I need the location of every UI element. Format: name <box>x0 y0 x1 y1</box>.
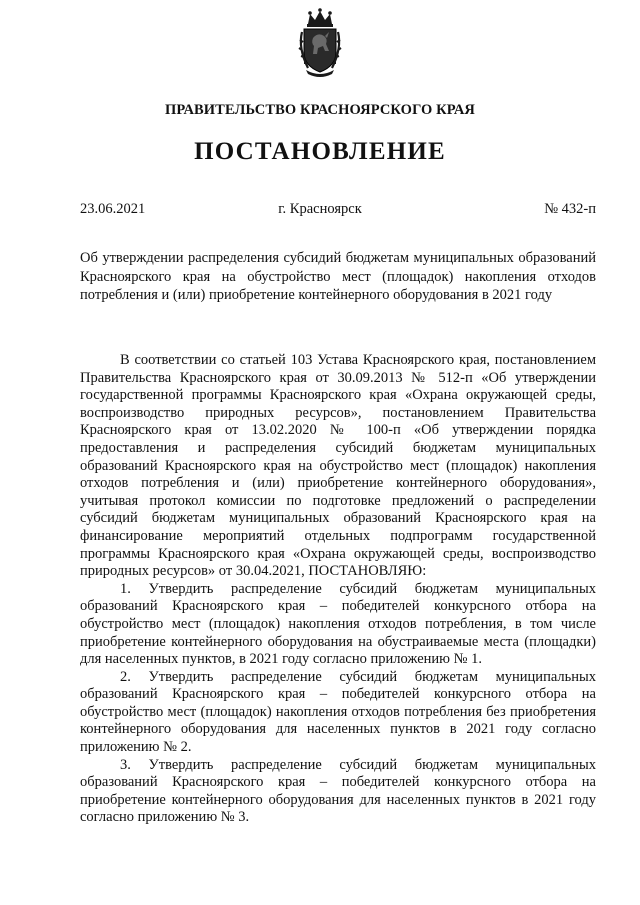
decree-item: 1. Утвердить распределение субсидий бюджетам муниципальных образований Красноярского края – победителей конкурсного отбора на обустройство мест (площадок) накопления отходов потребления, в том числе приобретение контейнерного оборудования на обустраиваемые места (площадки) для населенных пунктов, в 2021 году согласно приложению № 1. <box>80 580 596 668</box>
document-subject: Об утверждении распределения субсидий бюджетам муниципальных образований Красноярского края на обустройство мест (площадок) накопления отходов потребления и (или) приобретение контейнерного оборудования в 2021 году <box>80 250 596 303</box>
document-date: 23.06.2021 <box>80 201 146 217</box>
decree-item: 2. Утвердить распределение субсидий бюджетам муниципальных образований Красноярского края – победителей конкурсного отбора на обустройство мест (площадок) накопления отходов потребления без приобретения контейнерного оборудования для населенных пунктов в 2021 году согласно приложению № 2. <box>80 668 596 756</box>
document-city: г. Красноярск <box>278 201 362 217</box>
document-type-title: ПОСТАНОВЛЕНИЕ <box>194 138 446 165</box>
document-body <box>80 352 596 827</box>
decree-item: 3. Утвердить распределение субсидий бюджетам муниципальных образований Красноярского края – победителей конкурсного отбора на приобретение контейнерного оборудования для населенных пунктов в 2021 году согласно приложению № 3. <box>80 756 596 826</box>
organization-name: ПРАВИТЕЛЬСТВО КРАСНОЯРСКОГО КРАЯ <box>164 102 475 118</box>
document-number: № 432-п <box>544 201 596 217</box>
krasnoyarsk-coat-of-arms-icon <box>296 8 344 80</box>
preamble-paragraph: В соответствии со статьей 103 Устава Красноярского края, постановлением Правительства Красноярского края от 30.09.2013 № 512-п «Об утверждении государственной программы Красноярского края «Охрана окружающей среды, воспроизводство природных ресурсов», постановлением Правительства Красноярского края от 13.02.2020 № 100-п «Об утверждении порядка предоставления и распределения субсидий бюджетам муниципальных образований Красноярского края на обустройство мест (площадок) накопления отходов потребления и (или) приобретение контейнерного оборудования», учитывая протокол комиссии по подготовке предложений о распределении субсидий бюджетам муниципальных образований Красноярского края на финансирование мероприятий отдельных подпрограмм государственной программы Красноярского края «Охрана окружающей среды, воспроизводство природных ресурсов» от 30.04.2021, ПОСТАНОВЛЯЮ: <box>80 352 596 580</box>
